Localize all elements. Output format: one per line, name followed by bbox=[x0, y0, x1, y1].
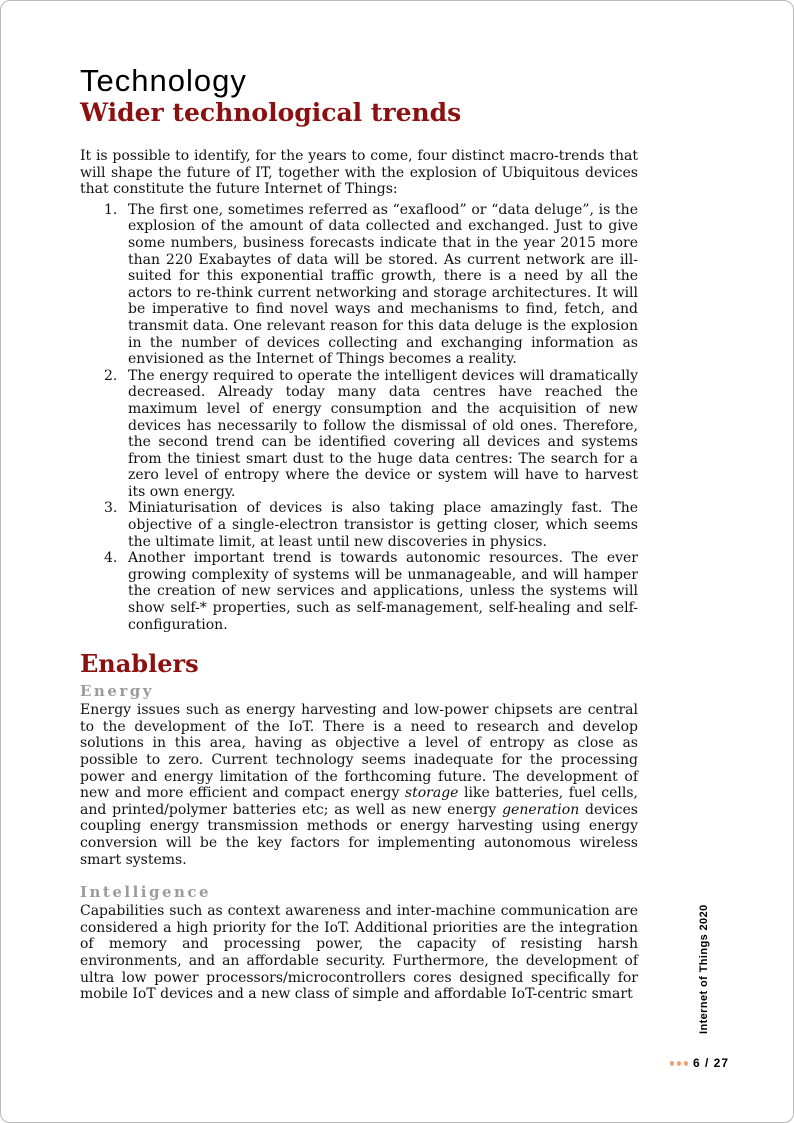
page-subtitle: Wider technological trends bbox=[80, 98, 462, 127]
trend-item bbox=[80, 550, 638, 633]
trend-number: 4. bbox=[104, 550, 118, 567]
page-footer bbox=[670, 1056, 729, 1070]
trend-text: Another important trend is towards autonomic resources. The ever growing complexity of systems will be unmanageable, and will hamper the creation of new services and applications, unless the systems will show self-* properties, such as self-management, self-healing and self-configuration. bbox=[128, 550, 638, 633]
intelligence-paragraph: Capabilities such as context awareness and inter-machine communication are considered a high priority for the IoT. Additional priorities are the integration of memory and processing power, the capacity of resisting harsh environments, and an affordable security. Furthermore, the development of ultra low power processors/microcontrollers cores designed specifically for mobile IoT devices and a new class of simple and affordable IoT-centric smart bbox=[80, 903, 638, 1003]
trend-item bbox=[80, 500, 638, 550]
trend-item bbox=[80, 202, 638, 368]
dot-icon bbox=[684, 1061, 688, 1066]
trend-number: 2. bbox=[104, 367, 118, 384]
trend-text: The first one, sometimes referred as “exaflood” or “data deluge”, is the explosion of the amount of data collected and exchanged. Just to give some numbers, business forecasts indicate that in the year 2015 more than 220 Exabaytes of data will be stored. As current network are ill-suited for this exponential traffic growth, there is a need by all the actors to re-think current networking and storage architectures. It will be imperative to find novel ways and mechanisms to find, fetch, and transmit data. One relevant reason for this data deluge is the explosion in the number of devices collecting and exchanging information as envisioned as the Internet of Things becomes a reality. bbox=[128, 201, 638, 368]
trend-number: 3. bbox=[104, 500, 118, 517]
trend-text: The energy required to operate the intelligent devices will dramatically decreased. Already today many data centres have reached the maximum level of energy consumption and the acquisition of new devices has necessarily to follow the dismissal of old ones. Therefore, the second trend can be identified covering all devices and systems from the tiniest smart dust to the huge data centres: The search for a zero level of entropy where the device or system will have to harvest its own energy. bbox=[128, 367, 638, 500]
trend-text: Miniaturisation of devices is also taking place amazingly fast. The objective of a single-electron transistor is getting closer, which seems the ultimate limit, at least until new discoveries in physics. bbox=[128, 500, 638, 550]
enablers-heading: Enablers bbox=[80, 649, 199, 679]
energy-heading: Energy bbox=[80, 682, 154, 701]
trends-list bbox=[80, 202, 638, 633]
trend-number: 1. bbox=[104, 201, 118, 218]
energy-italic-generation: generation bbox=[502, 801, 580, 818]
intelligence-heading: Intelligence bbox=[80, 883, 212, 902]
dot-icon bbox=[670, 1061, 674, 1066]
sidebar-vertical-title: Internet of Things 2020 bbox=[698, 904, 710, 1034]
energy-italic-storage: storage bbox=[404, 785, 459, 802]
intro-paragraph: It is possible to identify, for the years to come, four distinct macro-trends that will shape the future of IT, together with the explosion of Ubiquitous devices that constitute the future Internet of Things: bbox=[80, 148, 638, 198]
trend-item bbox=[80, 368, 638, 501]
energy-text-part: Energy issues such as energy harvesting and low-power chipsets are central to the development of the IoT. There is a need to research and develop solutions in this area, having as objective a level of entropy as close as possible to zero. Current technology seems inadequate for the processing power and energy limitation of the forthcoming future. The development of new and more efficient and compact energy bbox=[80, 702, 638, 802]
page-indicator: 6 / 27 bbox=[693, 1056, 730, 1070]
dot-icon bbox=[677, 1061, 681, 1066]
page-title: Technology bbox=[80, 63, 247, 98]
energy-paragraph bbox=[80, 702, 638, 868]
footer-dots-icon bbox=[670, 1061, 688, 1066]
main-content bbox=[80, 64, 638, 1003]
energy-text-part: like batteries, fuel cells, and printed/polymer batteries etc; as well as new energy bbox=[80, 785, 638, 818]
energy-text-part: devices coupling energy transmission methods or energy harvesting using energy conversion will be the key factors for implementing autonomous wireless smart systems. bbox=[80, 801, 638, 868]
